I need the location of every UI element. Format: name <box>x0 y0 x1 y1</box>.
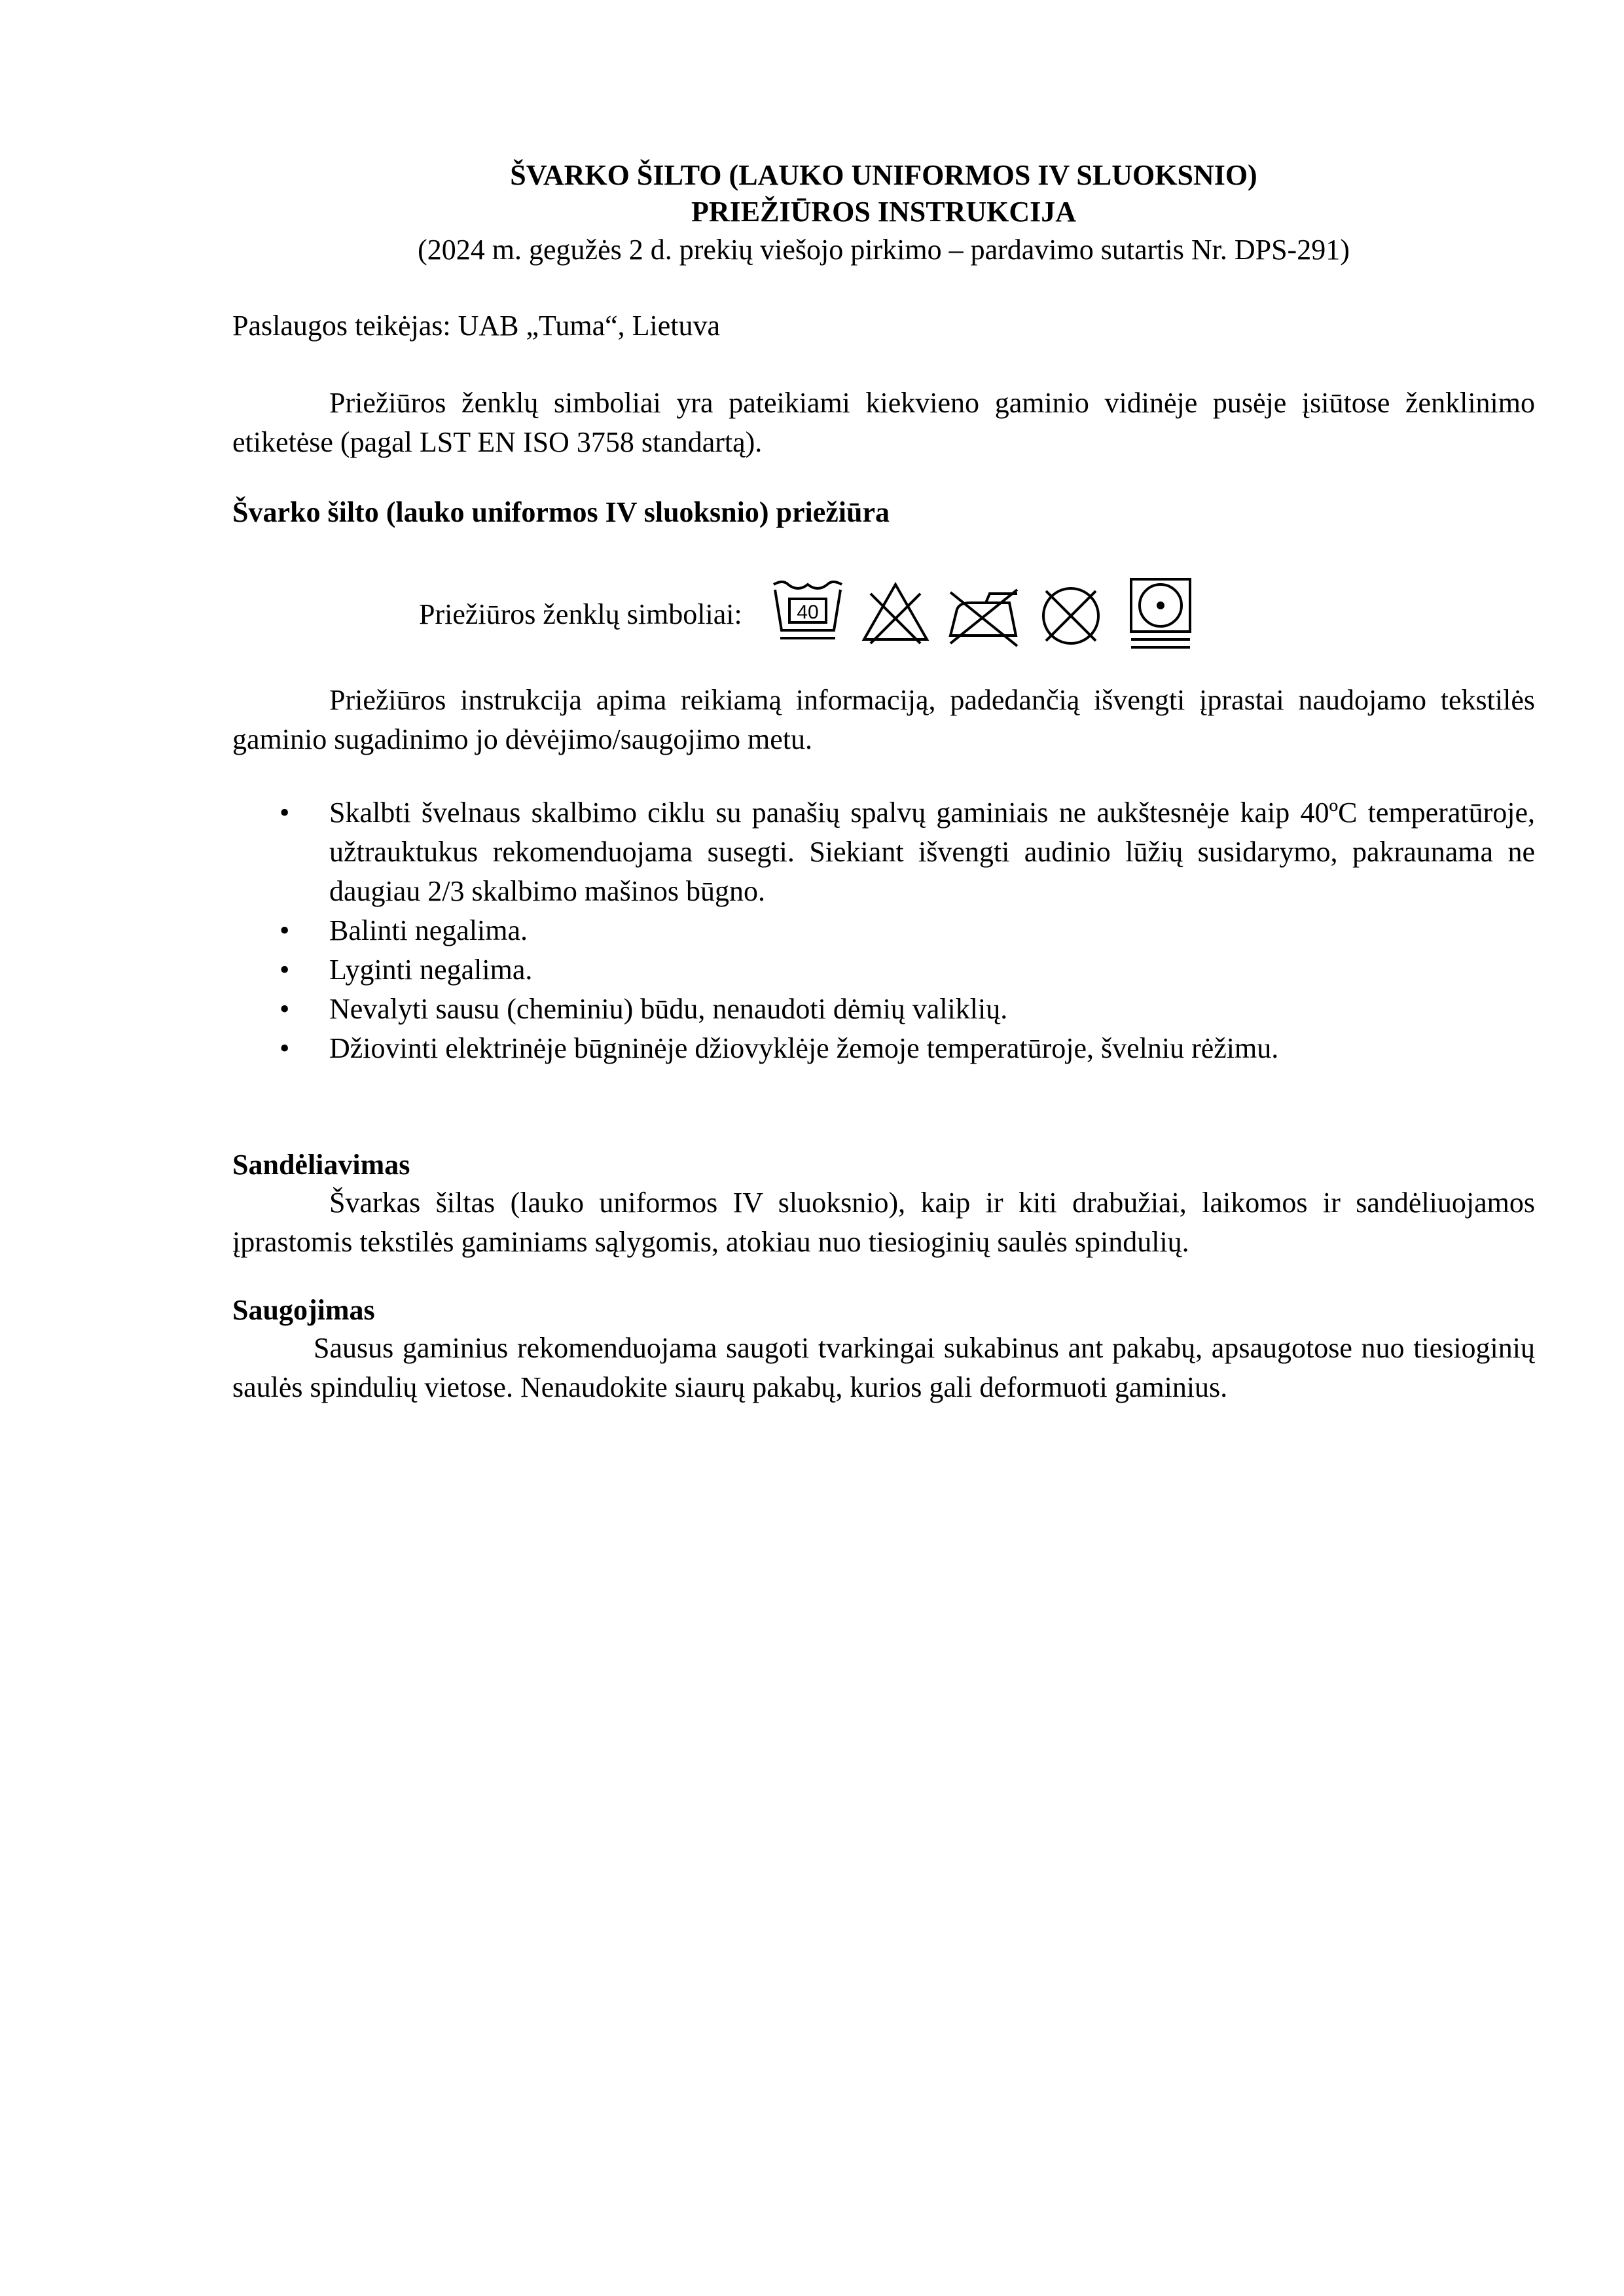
instructions-intro-paragraph: Priežiūros instrukcija apima reikiamą informaciją, padedančią išvengti įprastai naudojamo tekstilės gaminio sugadinimo jo dėvėjimo/saugojimo metu. <box>232 684 1535 755</box>
bullet-marker: • <box>280 914 290 946</box>
list-item <box>232 911 1535 950</box>
list-item <box>232 950 1535 990</box>
list-item-text: Džiovinti elektrinėje būgninėje džiovyklėje žemoje temperatūroje, švelniu rėžimu. <box>329 1032 1279 1064</box>
care-instructions-list <box>232 793 1535 1068</box>
provider-line: Paslaugos teikėjas: UAB „Tuma“, Lietuva <box>232 310 721 342</box>
document-subtitle: (2024 m. gegužės 2 d. prekių viešojo pirkimo – pardavimo sutartis Nr. DPS-291) <box>418 234 1350 266</box>
care-symbols-label: Priežiūros ženklų simboliai: <box>419 598 742 630</box>
keeping-paragraph: Sausus gaminius rekomenduojama saugoti tvarkingai sukabinus ant pakabų, apsaugotose nuo tiesioginių saulės spindulių vietose. Nenaudokite siaurų pakabų, kurios gali deformuoti gaminius. <box>232 1332 1535 1403</box>
wash-40-gentle-icon <box>768 575 847 654</box>
wash-temperature-text: 40 <box>797 601 819 623</box>
care-symbols-row <box>419 572 1207 657</box>
list-item-text: Nevalyti sausu (cheminiu) būdu, nenaudoti dėmių valiklių. <box>329 993 1008 1025</box>
document-title-line-1: ŠVARKO ŠILTO (LAUKO UNIFORMOS IV SLUOKSNIO) <box>510 159 1257 191</box>
bullet-marker: • <box>280 797 290 829</box>
no-dry-clean-icon <box>1032 575 1110 654</box>
list-item <box>232 1029 1535 1068</box>
tumble-dry-low-gentle-icon <box>1119 575 1198 654</box>
document-title-line-2: PRIEŽIŪROS INSTRUKCIJA <box>691 196 1076 228</box>
list-item-text: Lyginti negalima. <box>329 954 533 986</box>
care-heading: Švarko šilto (lauko uniformos IV sluoksnio) priežiūra <box>232 496 890 528</box>
bullet-marker: • <box>280 993 290 1025</box>
storage-heading: Sandėliavimas <box>232 1149 410 1181</box>
keeping-heading: Saugojimas <box>232 1294 375 1326</box>
list-item-text: Balinti negalima. <box>329 914 528 946</box>
no-iron-icon <box>944 575 1022 654</box>
list-item <box>232 990 1535 1029</box>
list-item-text: Skalbti švelnaus skalbimo ciklu su panašių spalvų gaminiais ne aukštesnėje kaip 40ºC temperatūroje, užtrauktukus rekomenduojama susegti. Siekiant išvengti audinio lūžių susidarymo, pakraunama ne daugiau 2/3 skalbimo mašinos būgno. <box>329 797 1535 907</box>
list-item <box>232 793 1535 911</box>
intro-paragraph: Priežiūros ženklų simboliai yra pateikiami kiekvieno gaminio vidinėje pusėje įsiūtose ženklinimo etiketėse (pagal LST EN ISO 3758 standartą). <box>232 387 1535 458</box>
bullet-marker: • <box>280 1032 290 1064</box>
no-bleach-icon <box>856 575 935 654</box>
storage-paragraph: Švarkas šiltas (lauko uniformos IV sluoksnio), kaip ir kiti drabužiai, laikomos ir sandėliuojamos įprastomis tekstilės gaminiams sąlygomis, atokiau nuo tiesioginių saulės spindulių. <box>232 1187 1535 1258</box>
bullet-marker: • <box>280 954 290 986</box>
